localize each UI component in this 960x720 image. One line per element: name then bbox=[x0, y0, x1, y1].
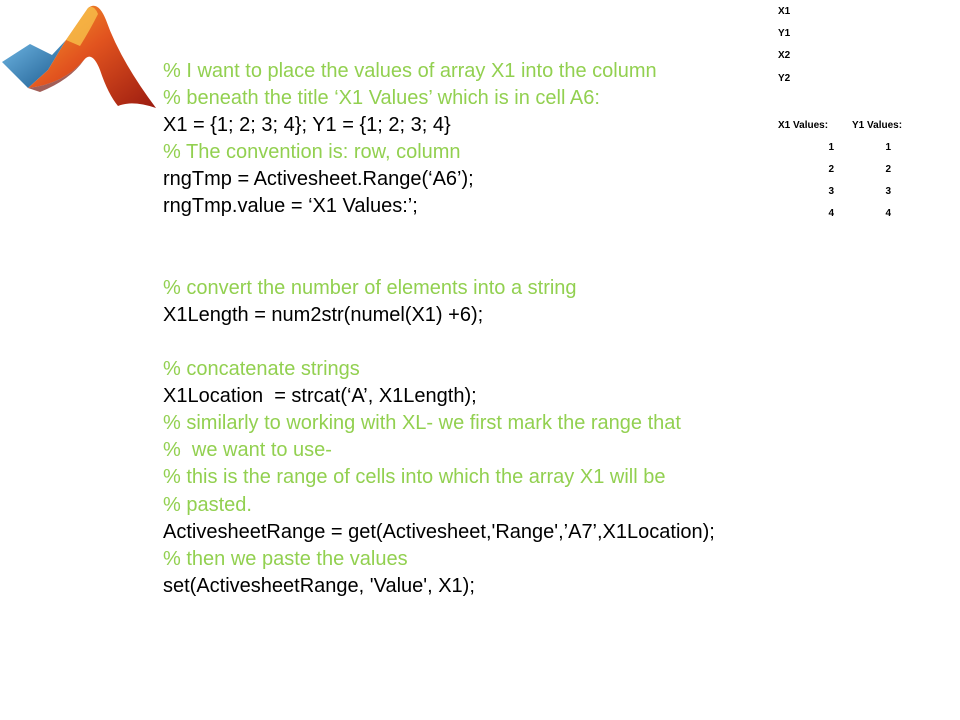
code-comment-line: % I want to place the values of array X1 into the column bbox=[163, 60, 657, 82]
code-blank-line bbox=[163, 221, 715, 248]
code-comment-line: % convert the number of elements into a string bbox=[163, 276, 577, 299]
code-comment-line: % then we paste the values bbox=[163, 547, 408, 570]
code-comment-line: % concatenate strings bbox=[163, 358, 360, 381]
sheet-label-x2: X2 bbox=[778, 50, 791, 61]
sheet-label-x1: X1 bbox=[778, 6, 791, 17]
code-comment-line: % pasted. bbox=[163, 493, 252, 516]
sheet-x1-value: 4 bbox=[828, 208, 834, 219]
sheet-label-y1: Y1 bbox=[778, 28, 791, 39]
matlab-logo-icon bbox=[0, 0, 160, 130]
sheet-y1-value: 2 bbox=[885, 164, 891, 175]
sheet-y1-value: 1 bbox=[885, 142, 891, 153]
sheet-x1-value: 1 bbox=[828, 142, 834, 153]
code-line: rngTmp = Activesheet.Range(‘A6’); bbox=[163, 168, 474, 191]
code-blank-line bbox=[163, 329, 715, 356]
code-blank-line bbox=[163, 248, 715, 275]
code-line: X1Location = strcat(‘A’, X1Length); bbox=[163, 385, 477, 408]
sheet-header-x1-values: X1 Values: bbox=[778, 120, 829, 131]
code-comment-line: % this is the range of cells into which the array X1 will be bbox=[163, 466, 666, 489]
sheet-header-y1-values: Y1 Values: bbox=[852, 120, 903, 131]
code-listing bbox=[163, 58, 715, 600]
code-comment-line: % beneath the title ‘X1 Values’ which is in cell A6: bbox=[163, 87, 600, 110]
code-line: rngTmp.value = ‘X1 Values:’; bbox=[163, 195, 418, 218]
spreadsheet-preview bbox=[778, 6, 938, 236]
sheet-label-y2: Y2 bbox=[778, 73, 791, 84]
code-comment-line: % similarly to working with XL- we first mark the range that bbox=[163, 412, 681, 435]
sheet-x1-value: 3 bbox=[828, 186, 834, 197]
code-comment-line: % we want to use- bbox=[163, 439, 332, 462]
sheet-x1-value: 2 bbox=[828, 164, 834, 175]
code-line: X1Length = num2str(numel(X1) +6); bbox=[163, 303, 484, 326]
code-line: set(ActivesheetRange, 'Value', X1); bbox=[163, 574, 475, 597]
code-line: X1 = {1; 2; 3; 4}; Y1 = {1; 2; 3; 4} bbox=[163, 114, 451, 137]
code-comment-line: % The convention is: row, column bbox=[163, 141, 461, 164]
code-line: ActivesheetRange = get(Activesheet,'Range',’A7’,X1Location); bbox=[163, 520, 715, 543]
sheet-y1-value: 3 bbox=[885, 186, 891, 197]
sheet-y1-value: 4 bbox=[885, 208, 891, 219]
